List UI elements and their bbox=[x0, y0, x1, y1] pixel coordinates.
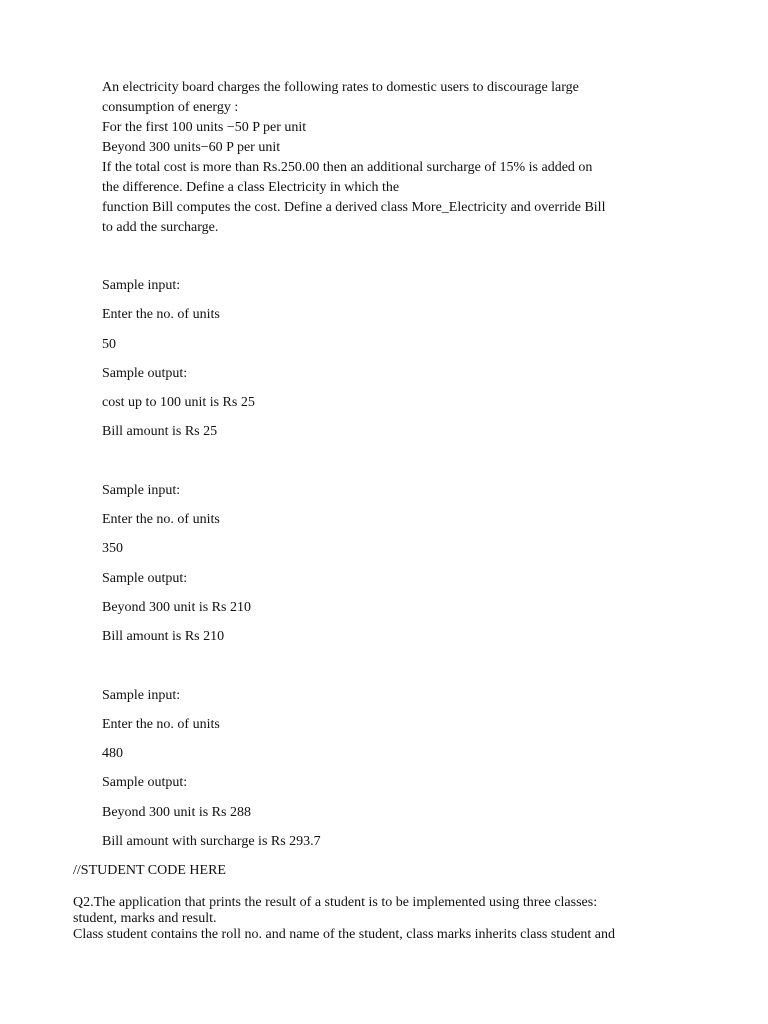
sample-input-value: 50 bbox=[102, 336, 116, 352]
sample-output-heading: Sample output: bbox=[102, 570, 188, 586]
q2-line: Q2.The application that prints the result of a student is to be implemented using three classes: bbox=[73, 895, 598, 910]
sample-output-line: Bill amount with surcharge is Rs 293.7 bbox=[102, 834, 321, 850]
sample-input-prompt: Enter the no. of units bbox=[102, 512, 220, 528]
sample-input-heading: Sample input: bbox=[102, 482, 181, 498]
sample-output-heading: Sample output: bbox=[102, 365, 188, 381]
sample-block-3 bbox=[102, 686, 702, 862]
q1-line: consumption of energy : bbox=[102, 100, 239, 115]
q1-line: For the first 100 units −50 P per unit bbox=[102, 120, 307, 135]
sample-block-2 bbox=[102, 481, 702, 657]
question-2-description bbox=[73, 895, 713, 943]
sample-output-line: Beyond 300 unit is Rs 288 bbox=[102, 804, 251, 820]
q2-line: student, marks and result. bbox=[73, 911, 217, 926]
sample-input-value: 350 bbox=[102, 541, 123, 557]
sample-input-value: 480 bbox=[102, 746, 123, 762]
q1-line: An electricity board charges the following rates to domestic users to discourage large bbox=[102, 80, 579, 95]
q1-line: function Bill computes the cost. Define a derived class More_Electricity and override Bill bbox=[102, 200, 606, 215]
q1-line: Beyond 300 units−60 P per unit bbox=[102, 140, 281, 155]
student-code-placeholder: //STUDENT CODE HERE bbox=[73, 863, 226, 878]
sample-input-heading: Sample input: bbox=[102, 687, 181, 703]
q2-line: Class student contains the roll no. and name of the student, class marks inherits class student and bbox=[73, 927, 616, 942]
sample-output-line: Bill amount is Rs 210 bbox=[102, 629, 225, 645]
sample-output-line: Beyond 300 unit is Rs 210 bbox=[102, 599, 251, 615]
sample-input-prompt: Enter the no. of units bbox=[102, 716, 220, 732]
sample-block-1 bbox=[102, 276, 702, 452]
sample-io-section bbox=[102, 276, 702, 861]
question-1-description bbox=[102, 78, 682, 238]
sample-output-line: Bill amount is Rs 25 bbox=[102, 424, 218, 440]
sample-input-heading: Sample input: bbox=[102, 278, 181, 293]
sample-output-line: cost up to 100 unit is Rs 25 bbox=[102, 395, 255, 411]
q1-line: to add the surcharge. bbox=[102, 220, 219, 235]
q1-line: the difference. Define a class Electricity in which the bbox=[102, 180, 400, 195]
q1-line: If the total cost is more than Rs.250.00 then an additional surcharge of 15% is added on bbox=[102, 160, 593, 175]
sample-output-heading: Sample output: bbox=[102, 775, 188, 791]
sample-input-prompt: Enter the no. of units bbox=[102, 307, 220, 323]
